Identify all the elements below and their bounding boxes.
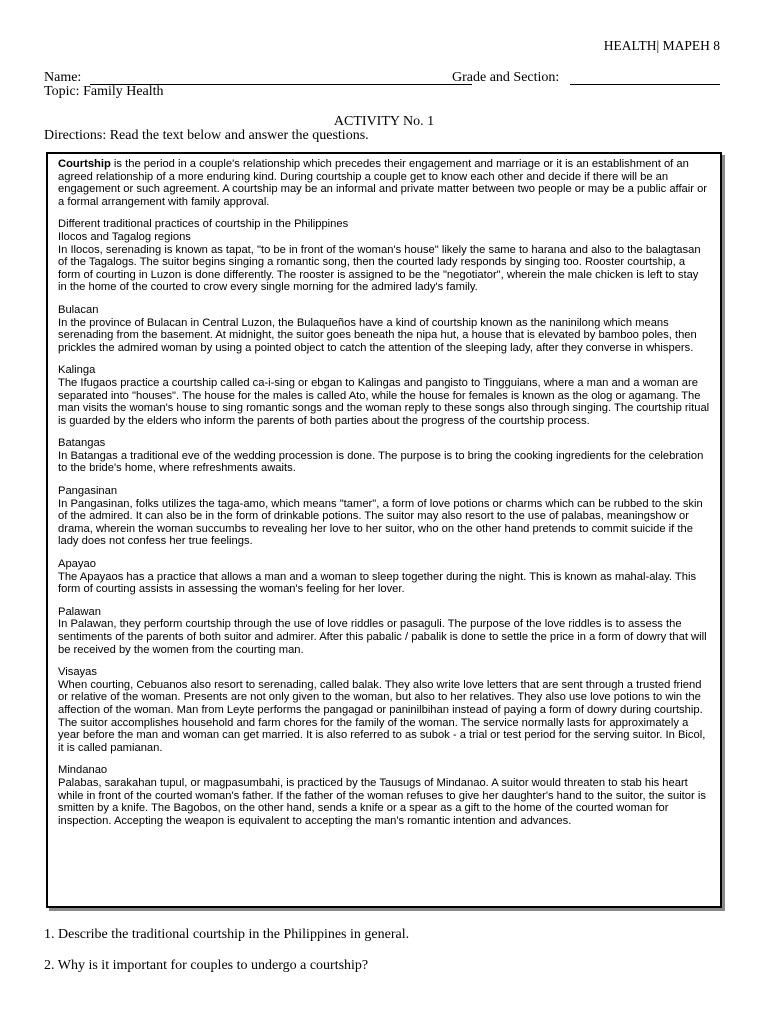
activity-title: ACTIVITY No. 1 (333, 114, 435, 129)
grade-section-blank[interactable] (570, 83, 720, 85)
section-visayas (58, 666, 710, 754)
topic-label: Topic: Family Health (44, 84, 164, 99)
section-heading: Pangasinan (58, 485, 118, 498)
section-text: In Palawan, they perform courtship through the use of love riddles or pasaguli. The purpose of the love riddles is to assess the sentiments of the parents of both suitor and admirer. After this pabalic / pabalik is done to settle the price in a form of dowry that will be received by the women from the courting man. (58, 618, 707, 656)
grade-section-label: Grade and Section: (452, 70, 560, 85)
intro-term: Courtship (58, 158, 111, 170)
section-text: Palabas, sarakahan tupul, or magpasumbahi, is practiced by the Tausugs of Mindanao. A suitor would threaten to stab his heart while in front of the courted woman's father. If the father of the woman refuses to give her daughter's hand to the suitor, the suitor is smitten by a knife. The Bagobos, on the other hand, sends a knife or a spear as a gift to the home of the courted woman for inspection. Accepting the weapon is equivalent to accepting the man's romantic intention and advances. (58, 776, 706, 827)
subject-header: HEALTH| MAPEH 8 (603, 38, 720, 53)
section-heading: Bulacan (58, 303, 99, 316)
intro-paragraph (58, 158, 710, 208)
name-label: Name: (44, 70, 82, 85)
section-text: In Ilocos, serenading is known as tapat, "to be in front of the woman's house" likely the same to harana and also to the balagtasan of the Tagalogs. The suitor begins singing a romantic song, then the courted lady responds by singing too. Rooster courtship, a form of courting in Luzon is done differently. The rooster is assigned to be the "negotiator", wherein the male chicken is left to stay in the home of the courted to crow every single morning for the admired lady's family. (58, 243, 701, 294)
section-heading: Kalinga (58, 364, 96, 377)
section-kalinga (58, 364, 710, 427)
intro-text: is the period in a couple's relationship which precedes their engagement and marriage or it is an establishment of an agreed relationship of a more enduring kind. During courtship a couple get to know each other and decide if there will be an engagement or such agreement. A courtship may be an informal and private matter between two people or may be a public affair or a formal arrangement with family approval. (58, 158, 708, 208)
section-heading: Palawan (58, 605, 101, 618)
section-bulacan (58, 304, 710, 354)
section-palawan (58, 606, 710, 656)
section-apayao (58, 558, 710, 596)
directions-text: Directions: Read the text below and answer the questions. (44, 128, 369, 143)
section-heading: Batangas (58, 437, 106, 450)
section-mindanao (58, 764, 710, 827)
question-2: 2. Why is it important for couples to undergo a courtship? (44, 958, 369, 973)
section-ilocos-tagalog (58, 218, 710, 294)
question-1: 1. Describe the traditional courtship in the Philippines in general. (44, 927, 410, 942)
section-text: In Batangas a traditional eve of the wedding procession is done. The purpose is to bring the cooking ingredients for the celebration to the bride's home, where refreshments awaits. (58, 449, 704, 475)
section-text: The Apayaos has a practice that allows a man and a woman to sleep together during the night. This is known as mahal-alay. This form of courting assists in assessing the woman's feeling for her lover. (58, 570, 697, 596)
section-heading: Mindanao (58, 764, 108, 777)
section-heading: Visayas (58, 666, 97, 679)
section-heading: Different traditional practices of courtship in the Philippines Ilocos and Tagalog regions (58, 218, 349, 243)
section-batangas (58, 437, 710, 475)
section-pangasinan (58, 485, 710, 548)
section-text: When courting, Cebuanos also resort to serenading, called balak. They also write love letters that are sent through a trusted friend or relative of the woman. Presents are not only given to the woman, but also to her relatives. They also use love potions to win the affection of the woman. Man from Leyte performs the pangagad or paninilbihan instead of paying a form of dowry during courtship. The suitor accomplishes household and farm chores for the family of the woman. The service normally lasts for approximately a year before the man and woman can get married. It is also referred to as subok - a trial or test period for the serving suitor. In Bicol, it is called pamianan. (58, 678, 706, 754)
section-text: The Ifugaos practice a courtship called ca-i-sing or ebgan to Kalingas and pangisto to Tingguians, where a man and a woman are separated into "houses". The house for the males is called Ato, while the house for females is known as the olog or agamang. The man visits the woman's house to sing romantic songs and the woman reply to these songs also through singing. The courtship ritual is guarded by the elders who inform the parents of both parties about the progress of the courtship process. (58, 376, 710, 427)
reading-passage-box (46, 152, 722, 908)
section-heading: Apayao (58, 558, 96, 571)
section-text: In the province of Bulacan in Central Luzon, the Bulaqueños have a kind of courtship known as the naninilong which means serenading from the basement. At midnight, the suitor goes beneath the nipa hut, a house that is elevated by bamboo poles, then prickles the admired woman by using a pointed object to catch the attention of the sleeping lady, after they converse in whispers. (58, 316, 697, 354)
section-text: In Pangasinan, folks utilizes the taga-amo, which means "tamer", a form of love potions or charms which can be rubbed to the skin of the admired. It can also be in the form of drinkable potions. The suitor may also resort to the use of palabas, meaningshow or drama, wherein the woman succumbs to revealing her love to her suitor, who on the other hand pretends to commit suicide if the lady does not confess her true feelings. (58, 497, 703, 548)
